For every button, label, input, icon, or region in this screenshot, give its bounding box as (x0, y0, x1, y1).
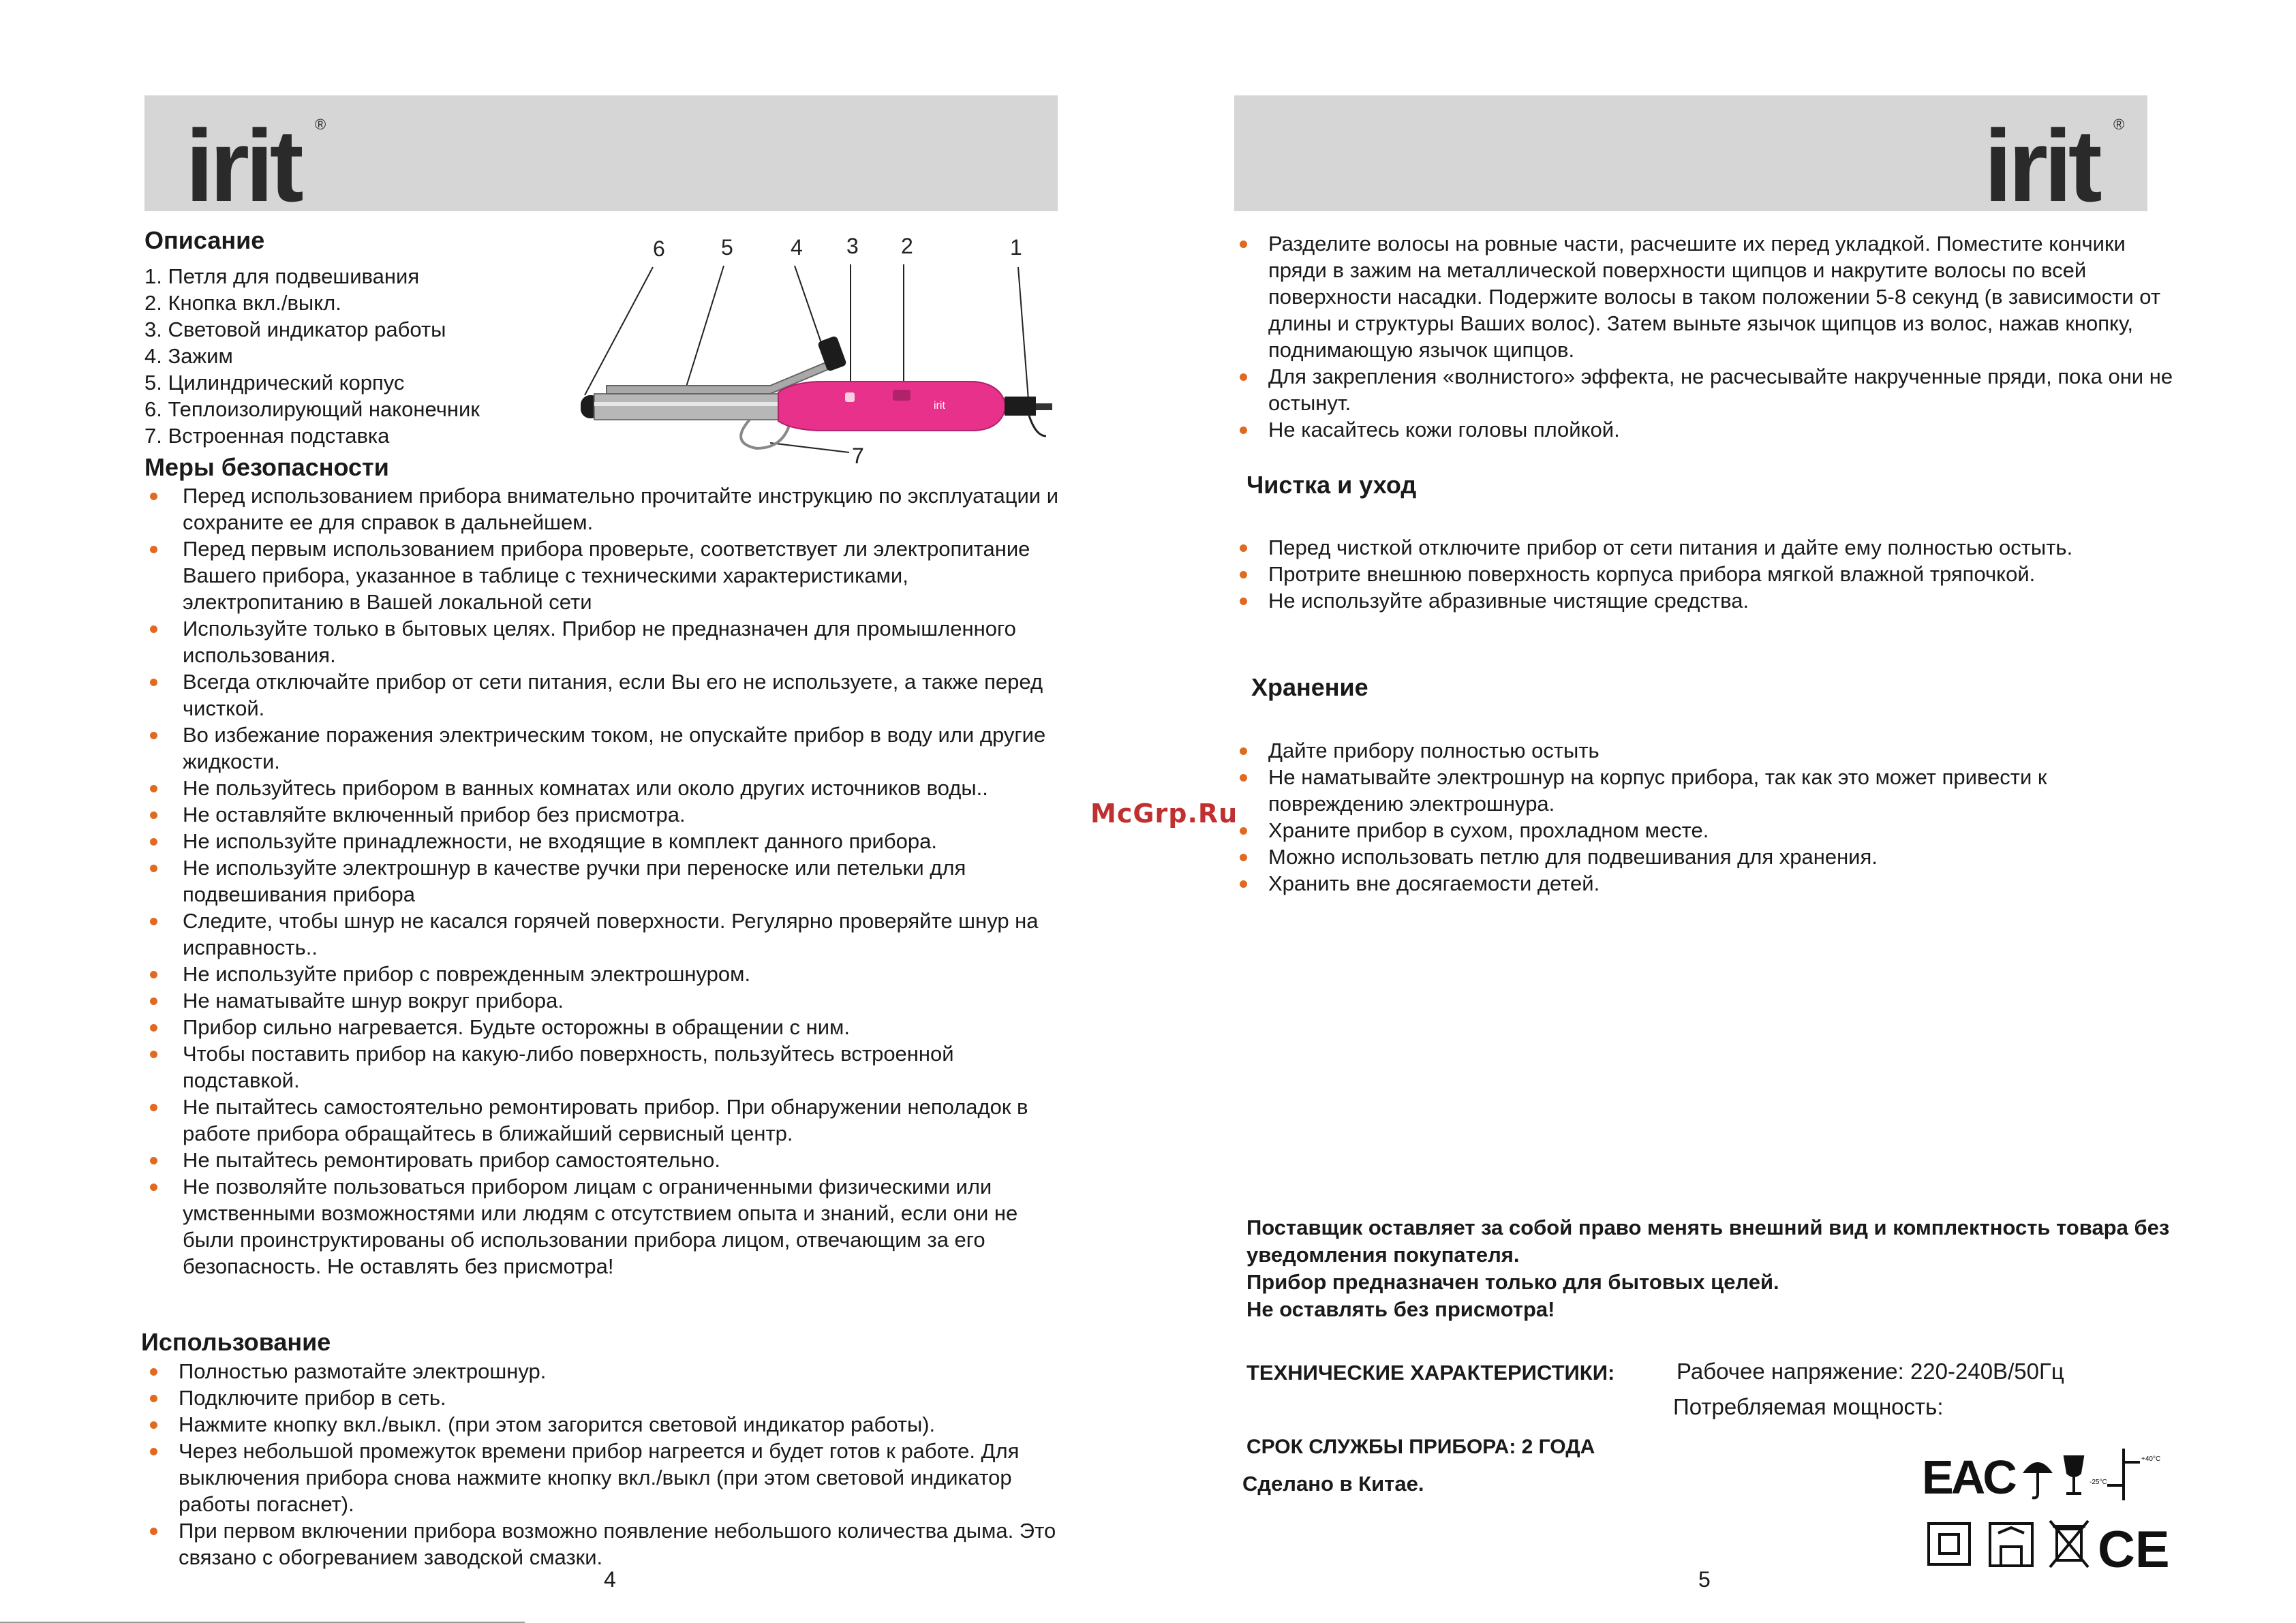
list-item: Разделите волосы на ровные части, расчешите их перед укладкой. Поместите кончики пряди в зажим на металлической поверхности щипцов и накрутите волосы по всей поверхности насадки. Подержите волосы в таком положении 5-8 секунд (в зависимости от длины и структуры Ваших волос). Затем выньте язычок щипцов из волос, нажав кнопку, поднимающую язычок щипцов. (1234, 230, 2175, 363)
storage-title: Хранение (1251, 673, 1368, 701)
notice-line: Поставщик оставляет за собой право менять внешний вид и комплектность товара без уведомления покупателя. (1246, 1216, 2170, 1267)
temp-low-label: -25°C (2090, 1479, 2107, 1486)
callout-label: 7 (852, 444, 864, 468)
callout-label: 1 (1010, 235, 1022, 260)
cleaning-list (1234, 534, 2175, 614)
brand-logo: irit (185, 108, 300, 223)
page-number: 4 (604, 1567, 616, 1592)
usage-list (144, 1358, 1071, 1571)
specs-voltage (1677, 1359, 2064, 1385)
brand-logo: irit (1984, 108, 2098, 223)
list-item: 3. Световой индикатор работы (144, 318, 446, 341)
list-item: Подключите прибор в сеть. (144, 1385, 1071, 1411)
list-item: Протрите внешнюю поверхность корпуса прибора мягкой влажной тряпочкой. (1234, 561, 2175, 587)
page-number: 5 (1698, 1567, 1711, 1592)
list-item: 2. Кнопка вкл./выкл. (144, 291, 341, 315)
notice-line: Не оставлять без присмотра! (1246, 1297, 1555, 1321)
umbrella-icon (2025, 1464, 2050, 1498)
header-bar (144, 95, 1058, 223)
list-item: Чтобы поставить прибор на какую-либо поверхность, пользуйтесь встроенной подставкой. (144, 1040, 1071, 1094)
safety-title: Меры безопасности (144, 453, 389, 481)
list-item: Прибор сильно нагревается. Будьте осторожны в обращении с ним. (144, 1014, 1071, 1040)
notice-line: Прибор предназначен только для бытовых целей. (1246, 1270, 1779, 1294)
list-item: 7. Встроенная подставка (144, 424, 390, 448)
list-item: Можно использовать петлю для подвешивания для хранения. (1234, 844, 2175, 870)
list-item: Для закрепления «волнистого» эффекта, не расчесывайте накрученные пряди, пока они не остынут. (1234, 363, 2175, 416)
specs-power: Потребляемая мощность: (1673, 1394, 1944, 1419)
list-item: Перед использованием прибора внимательно прочитайте инструкцию по эксплуатации и сохраните ее для справок в дальнейшем. (144, 482, 1071, 536)
list-item: 4. Зажим (144, 344, 233, 368)
callout-label: 6 (653, 236, 665, 261)
temperature-icon (2107, 1449, 2140, 1500)
callout-label: 3 (846, 234, 859, 258)
certification-marks (1922, 1444, 2194, 1581)
voltage-value: 220-240В/50Гц (1910, 1359, 2064, 1384)
list-item: Нажмите кнопку вкл./выкл. (при этом загорится световой индикатор работы). (144, 1411, 1071, 1438)
header-bar (1234, 95, 2147, 223)
weee-icon (2050, 1521, 2088, 1567)
list-item: Не используйте электрошнур в качестве ручки при переноске или петельки для подвешивания прибора (144, 854, 1071, 908)
list-item: Не позволяйте пользоваться прибором лицам с ограниченными физическими или умственными возможностями или людям с отсутствием опыта и знаний, если они не были проинструктированы об использовании прибора лицом, отвечающим за его безопасность. Не оставлять без присмотра! (144, 1173, 1071, 1280)
cleaning-title: Чистка и уход (1246, 471, 1417, 499)
registered-mark: ® (315, 116, 326, 133)
storage-list (1234, 737, 2175, 897)
usage-continued-list (1234, 230, 2175, 443)
list-item: Не пытайтесь ремонтировать прибор самостоятельно. (144, 1147, 1071, 1173)
curling-iron-figure (566, 232, 1084, 484)
list-item: Не используйте прибор с поврежденным электрошнуром. (144, 961, 1071, 987)
list-item: Полностью размотайте электрошнур. (144, 1358, 1071, 1385)
list-item: Перед чисткой отключите прибор от сети питания и дайте ему полностью остыть. (1234, 534, 2175, 561)
usage-title: Использование (141, 1328, 331, 1356)
list-item: 5. Цилиндрический корпус (144, 371, 405, 395)
eac-icon: EAC (1922, 1451, 2015, 1504)
list-item: Дайте прибору полностью остыть (1234, 737, 2175, 764)
parts-list (144, 263, 480, 449)
list-item: 6. Теплоизолирующий наконечник (144, 397, 480, 421)
description-title: Описание (144, 226, 265, 254)
list-item: Не касайтесь кожи головы плойкой. (1234, 416, 2175, 443)
list-item: Не наматывайте шнур вокруг прибора. (144, 987, 1071, 1014)
specs-label: ТЕХНИЧЕСКИЕ ХАРАКТЕРИСТИКИ: (1246, 1361, 1615, 1385)
list-item: Перед первым использованием прибора проверьте, соответствует ли электропитание Вашего прибора, указанное в таблице с техническими характеристиками, электропитанию в Вашей локальной сети (144, 536, 1071, 615)
safety-list (144, 482, 1071, 1280)
watermark: McGrp.Ru (1090, 799, 1238, 829)
list-item: Следите, чтобы шнур не касался горячей поверхности. Регулярно проверяйте шнур на исправность.. (144, 908, 1071, 961)
double-insulation-icon (1929, 1524, 1970, 1564)
service-life: СРОК СЛУЖБЫ ПРИБОРА: 2 ГОДА (1246, 1436, 1595, 1458)
callout-label: 4 (791, 235, 803, 260)
temp-high-label: +40°C (2141, 1455, 2161, 1463)
ce-icon: CE (2098, 1521, 2170, 1579)
device-logo: irit (934, 400, 945, 412)
list-item: 1. Петля для подвешивания (144, 264, 420, 288)
list-item: Через небольшой промежуток времени прибор нагреется и будет готов к работе. Для выключения прибора снова нажмите кнопку вкл./выкл (при этом световой индикатор работы погаснет). (144, 1438, 1071, 1517)
registered-mark: ® (2113, 116, 2125, 133)
list-item: Не оставляйте включенный прибор без присмотра. (144, 801, 1071, 828)
list-item: Используйте только в бытовых целях. Прибор не предназначен для промышленного использования. (144, 615, 1071, 668)
handle-with-care-icon (1990, 1524, 2032, 1566)
list-item: Не используйте принадлежности, не входящие в комплект данного прибора. (144, 828, 1071, 854)
callout-label: 2 (901, 234, 913, 258)
list-item: Не наматывайте электрошнур на корпус прибора, так как это может привести к повреждению электрошнура. (1234, 764, 2175, 817)
list-item: Храните прибор в сухом, прохладном месте. (1234, 817, 2175, 844)
voltage-label: Рабочее напряжение: (1677, 1359, 1904, 1384)
made-in: Сделано в Китае. (1242, 1472, 1424, 1496)
list-item: Не используйте абразивные чистящие средства. (1234, 587, 2175, 614)
callout-label: 5 (721, 235, 733, 260)
list-item: Всегда отключайте прибор от сети питания, если Вы его не используете, а также перед чисткой. (144, 668, 1071, 722)
list-item: Не пользуйтесь прибором в ванных комнатах или около других источников воды.. (144, 775, 1071, 801)
list-item: При первом включении прибора возможно появление небольшого количества дыма. Это связано с обогреванием заводской смазки. (144, 1517, 1071, 1571)
list-item: Хранить вне досягаемости детей. (1234, 870, 2175, 897)
fragile-icon (2065, 1457, 2083, 1494)
supplier-notice (1246, 1214, 2228, 1323)
list-item: Во избежание поражения электрическим током, не опускайте прибор в воду или другие жидкости. (144, 722, 1071, 775)
list-item: Не пытайтесь самостоятельно ремонтировать прибор. При обнаружении неполадок в работе прибора обращайтесь в ближайший сервисный центр. (144, 1094, 1071, 1147)
